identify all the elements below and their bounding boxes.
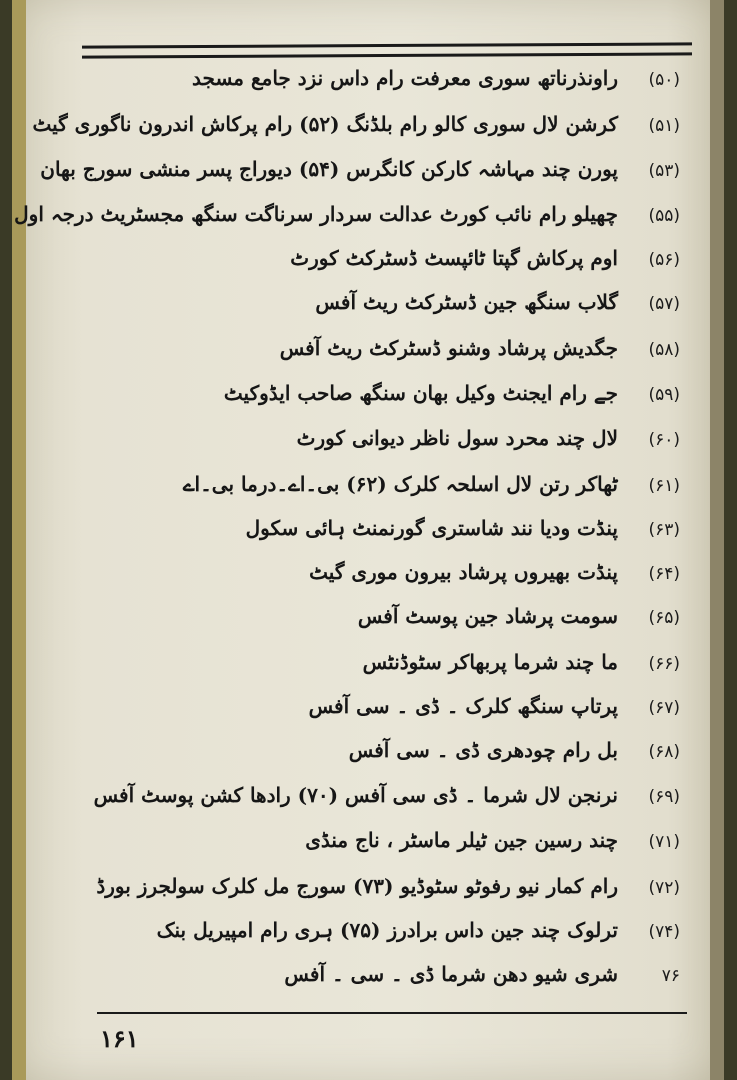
list-item bbox=[90, 426, 680, 460]
entry-text: سومت پرشاد جین پوسٹ آفس bbox=[357, 604, 618, 628]
entry-number: (۶۹) bbox=[648, 787, 680, 807]
list-item bbox=[40, 157, 680, 191]
list-item bbox=[90, 246, 680, 280]
entry-text: اوم پرکاش گپتا ٹائپسٹ ڈسٹرکٹ کورٹ bbox=[290, 246, 618, 270]
list-item bbox=[14, 202, 680, 236]
list-item bbox=[90, 650, 680, 684]
entry-text: جے رام ایجنٹ وکیل بھان سنگھ صاحب ایڈوکیٹ bbox=[223, 381, 618, 405]
list-item bbox=[90, 918, 680, 952]
list-item bbox=[32, 112, 680, 146]
entry-text: ما چند شرما پربھاکر سٹوڈنٹس bbox=[362, 650, 618, 674]
entry-number: (۷۱) bbox=[648, 832, 680, 852]
entry-text: گلاب سنگھ جین ڈسٹرکٹ ریٹ آفس bbox=[315, 290, 618, 314]
list-item bbox=[90, 472, 680, 506]
list-item bbox=[90, 66, 680, 100]
entry-text: پنڈت بھیروں پرشاد بیرون موری گیٹ bbox=[309, 560, 618, 584]
entry-text: کرشن لال سوری کالو رام بلڈنگ (۵۲) رام پرکاش اندرون ناگوری گیٹ bbox=[32, 112, 618, 136]
entry-number: (۷۲) bbox=[648, 878, 680, 898]
entry-number: (۶۵) bbox=[648, 608, 680, 628]
entry-text: پورن چند مہاشہ کارکن کانگرس (۵۴) دیوراج پسر منشی سورج بھان bbox=[40, 157, 618, 181]
entry-text: راونذرناتھ سوری معرفت رام داس نزد جامع مسجد bbox=[192, 66, 618, 90]
entry-text: ٹھاکر رتن لال اسلحہ کلرک (۶۲) بی۔اے۔درما بی۔اے bbox=[182, 472, 618, 496]
entry-text: چند رسین جین ٹیلر ماسٹر ، ناج منڈی bbox=[305, 828, 618, 852]
entry-text: جگدیش پرشاد وشنو ڈسٹرکٹ ریٹ آفس bbox=[279, 336, 618, 360]
list-item bbox=[90, 604, 680, 638]
entry-text: لال چند محرد سول ناظر دیوانی کورٹ bbox=[296, 426, 618, 450]
list-item bbox=[90, 874, 680, 908]
entry-number: (۶۰) bbox=[648, 430, 680, 450]
list-item bbox=[90, 516, 680, 550]
page-number: ۱۶۱ bbox=[100, 1024, 139, 1053]
entry-number: (۶۱) bbox=[648, 476, 680, 496]
entry-number: (۵۹) bbox=[648, 385, 680, 405]
list-item bbox=[90, 290, 680, 324]
entry-text: رام کمار نیو رفوٹو سٹوڈیو (۷۳) سورج مل کلرک سولجرز بورڈ bbox=[96, 874, 618, 898]
list-item bbox=[90, 828, 680, 862]
entry-number: (۶۸) bbox=[648, 742, 680, 762]
entry-number: (۵۵) bbox=[648, 206, 680, 226]
list-item bbox=[90, 962, 680, 996]
entry-text: نرنجن لال شرما ۔ ڈی سی آفس (۷۰) رادھا کشن پوسٹ آفس bbox=[93, 783, 618, 807]
entry-number: ۷۶ bbox=[661, 966, 680, 986]
list-item bbox=[90, 738, 680, 772]
list-item bbox=[90, 381, 680, 415]
entry-text: پنڈت ودیا نند شاستری گورنمنٹ ہائی سکول bbox=[245, 516, 618, 540]
list-item bbox=[90, 783, 680, 817]
entry-number: (۵۱) bbox=[648, 116, 680, 136]
entry-number: (۵۷) bbox=[648, 294, 680, 314]
entry-text: پرتاپ سنگھ کلرک ۔ ڈی ۔ سی آفس bbox=[308, 694, 618, 718]
entry-number: (۵۳) bbox=[648, 161, 680, 181]
entry-number: (۵۶) bbox=[648, 250, 680, 270]
entry-text: ترلوک چند جین داس برادرز (۷۵) ہری رام امپیریل بنک bbox=[156, 918, 618, 942]
entry-text: شری شیو دھن شرما ڈی ۔ سی ۔ آفس bbox=[284, 962, 618, 986]
entry-number: (۶۴) bbox=[648, 564, 680, 584]
entry-number: (۶۳) bbox=[648, 520, 680, 540]
entry-text: چھیلو رام نائب کورٹ عدالت سردار سرناگت سنگھ مجسٹریٹ درجہ اول bbox=[14, 202, 618, 226]
entry-number: (۶۷) bbox=[648, 698, 680, 718]
entry-number: (۵۸) bbox=[648, 340, 680, 360]
entry-number: (۷۴) bbox=[648, 922, 680, 942]
entry-number: (۵۰) bbox=[648, 70, 680, 90]
list-item bbox=[90, 560, 680, 594]
entry-text: بل رام چودھری ڈی ۔ سی آفس bbox=[348, 738, 618, 762]
list-item bbox=[90, 694, 680, 728]
entry-number: (۶۶) bbox=[648, 654, 680, 674]
list-item bbox=[90, 336, 680, 370]
